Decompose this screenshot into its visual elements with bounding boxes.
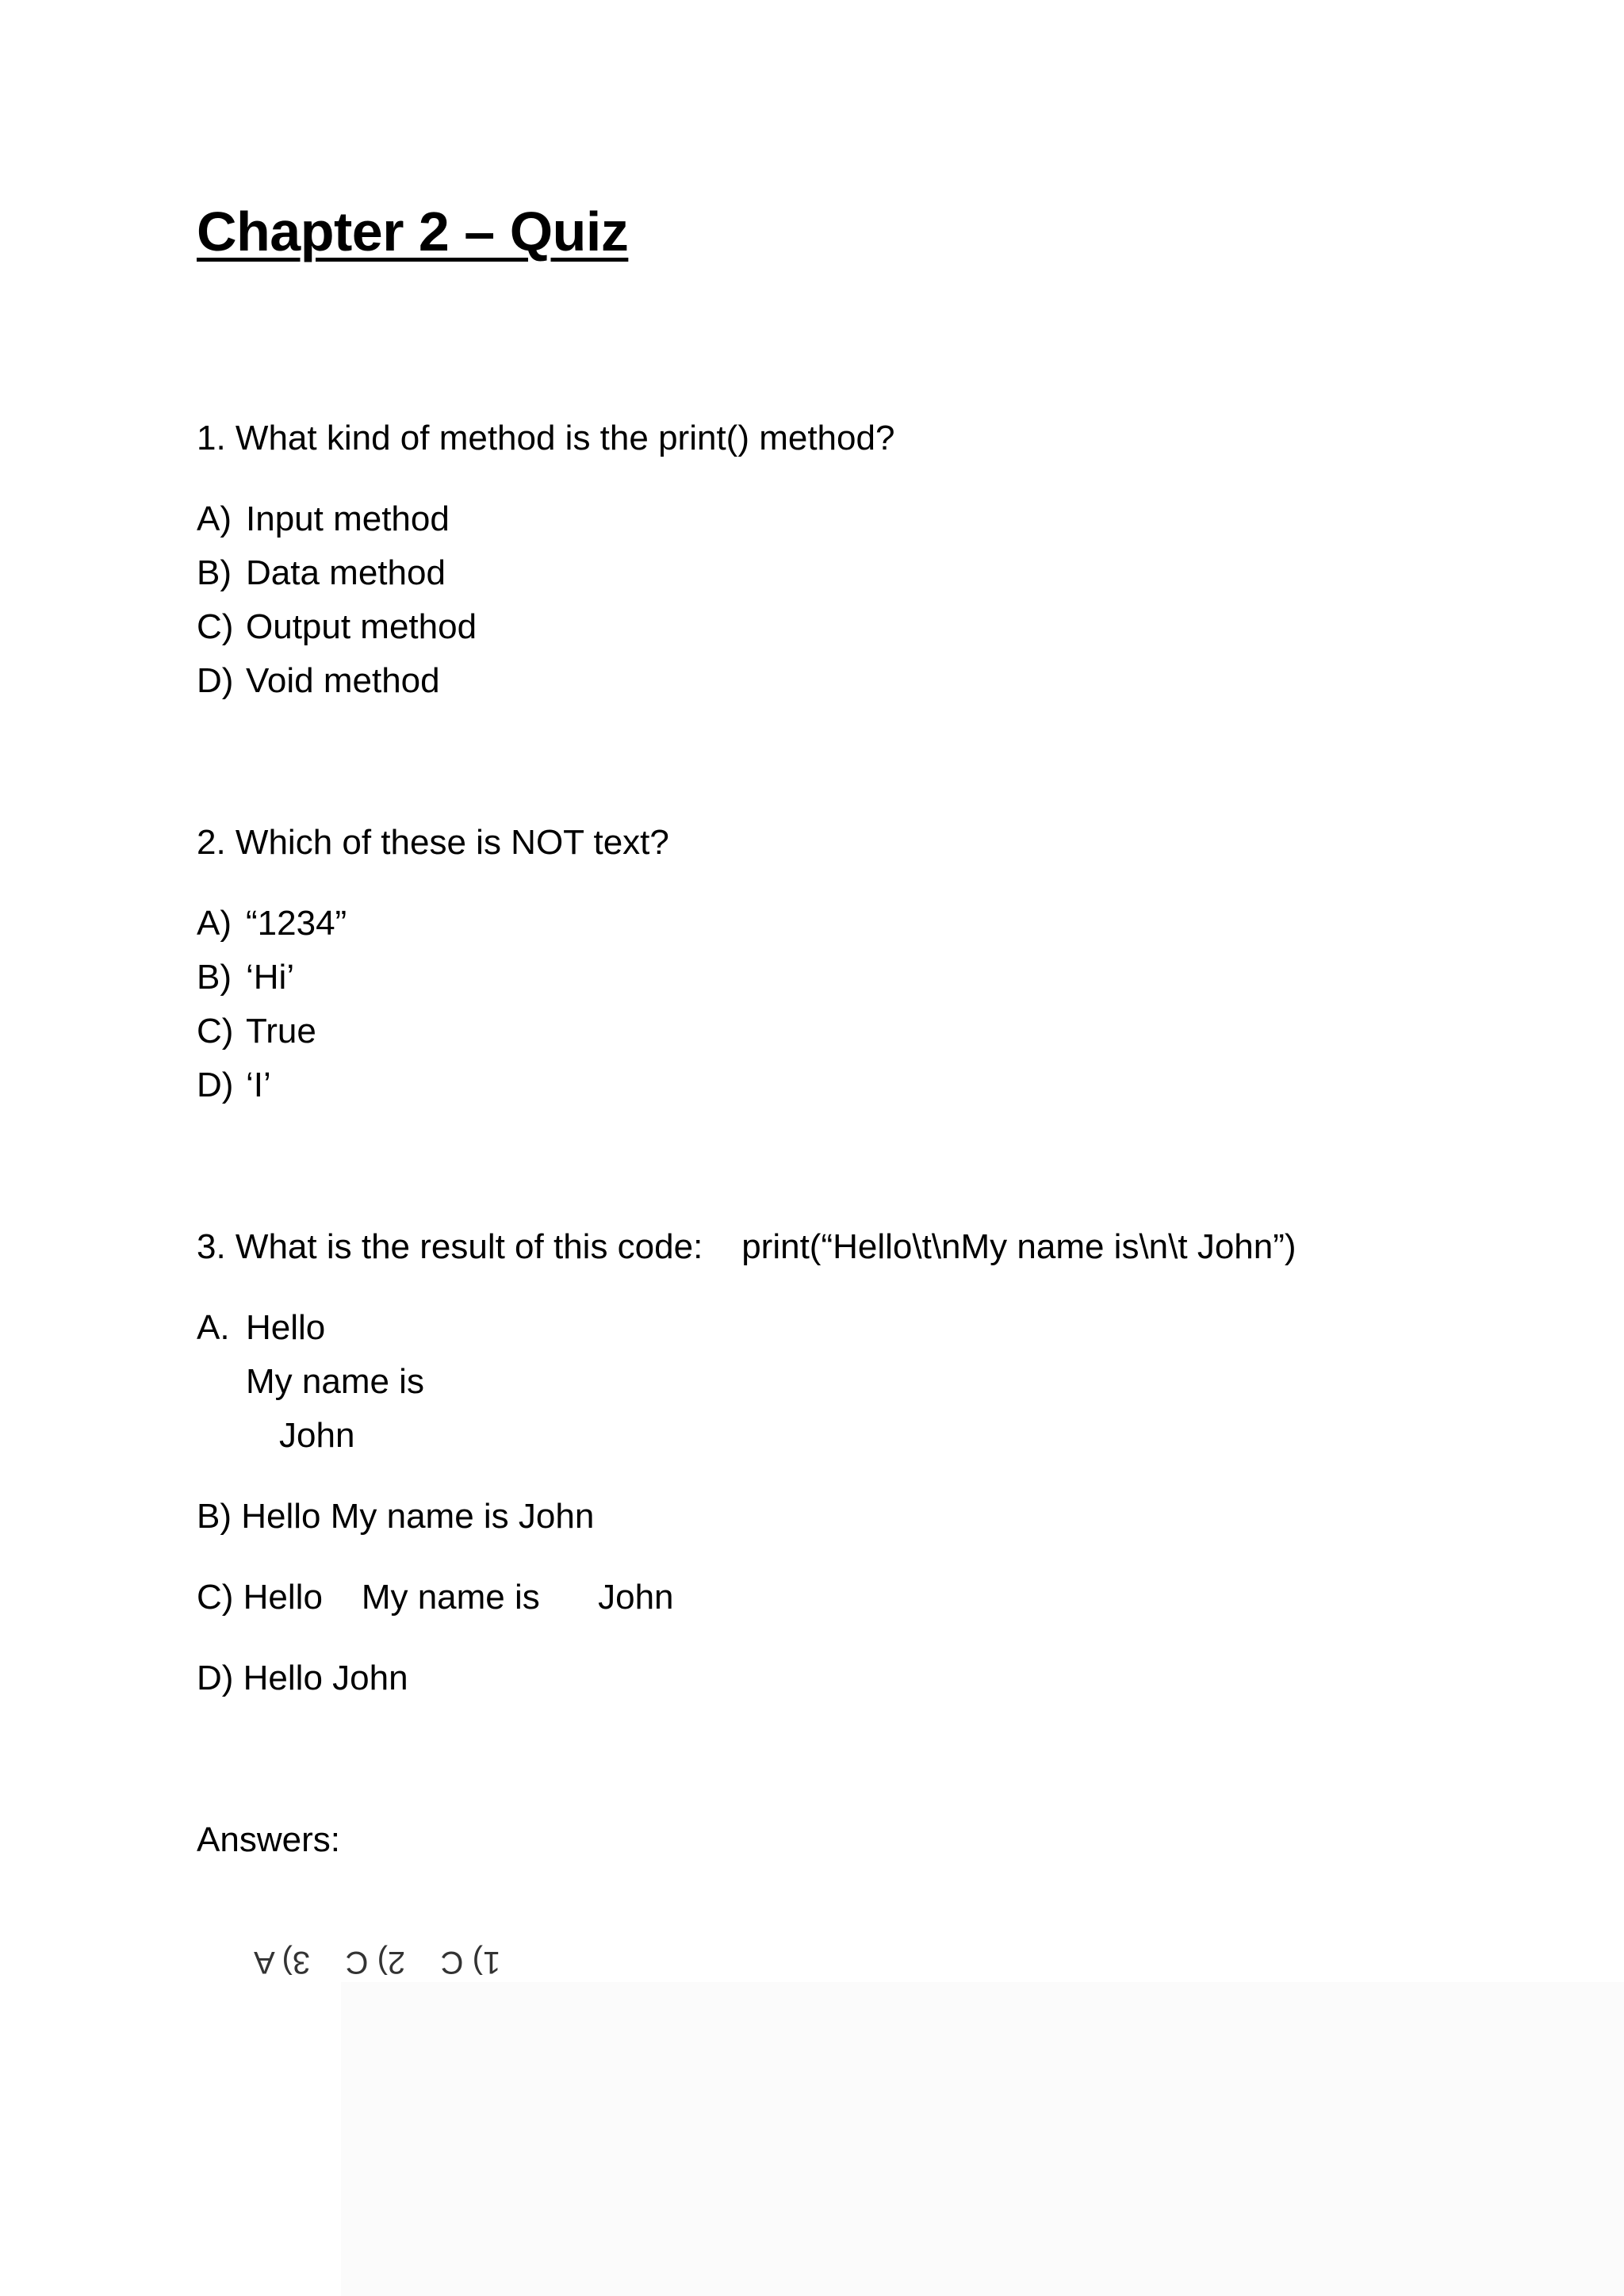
option-letter: A. xyxy=(197,1308,230,1347)
page-shading xyxy=(341,1982,1624,2296)
option-text: Input method xyxy=(246,499,450,538)
q2-option-d xyxy=(197,1066,271,1105)
option-text: ‘Hi’ xyxy=(246,958,295,997)
q2-option-b xyxy=(197,958,294,997)
q1-option-a xyxy=(197,499,450,539)
option-letter: D) xyxy=(197,661,234,700)
q3-option-c: C) Hello My name is John xyxy=(197,1578,674,1617)
q3-option-a-line-3: John xyxy=(279,1416,355,1455)
q1-option-c xyxy=(197,607,477,647)
q2-option-c xyxy=(197,1012,316,1051)
option-letter: C) xyxy=(197,1012,234,1050)
answers-label: Answers: xyxy=(197,1820,340,1859)
option-letter: B) xyxy=(197,958,232,997)
option-letter: B) xyxy=(197,553,232,592)
option-letter: C) xyxy=(197,607,234,646)
option-text-line-1: Hello xyxy=(246,1308,326,1347)
option-letter: A) xyxy=(197,904,232,943)
question-2: 2. Which of these is NOT text? xyxy=(197,823,669,862)
option-text: Output method xyxy=(246,607,477,646)
q1-option-d xyxy=(197,661,440,701)
option-text: True xyxy=(246,1012,316,1050)
q3-option-a-line-2: My name is xyxy=(246,1362,424,1401)
option-text: “1234” xyxy=(246,904,347,943)
answers-key-upside-down: 1) C 2) C 3) A xyxy=(254,1945,501,1980)
question-1: 1. What kind of method is the print() method? xyxy=(197,419,895,457)
option-text: Data method xyxy=(246,553,446,592)
page-title: Chapter 2 – Quiz xyxy=(197,201,629,262)
q3-option-b: B) Hello My name is John xyxy=(197,1497,595,1536)
option-letter: A) xyxy=(197,499,232,538)
option-letter: D) xyxy=(197,1066,234,1104)
q3-option-a xyxy=(197,1308,325,1348)
q3-option-d: D) Hello John xyxy=(197,1659,408,1697)
q1-option-b xyxy=(197,553,446,593)
q2-option-a xyxy=(197,904,347,943)
option-text: ‘I’ xyxy=(246,1066,271,1104)
question-3: 3. What is the result of this code: print(“Hello\t\nMy name is\n\t John”) xyxy=(197,1227,1297,1266)
option-text: Void method xyxy=(246,661,440,700)
